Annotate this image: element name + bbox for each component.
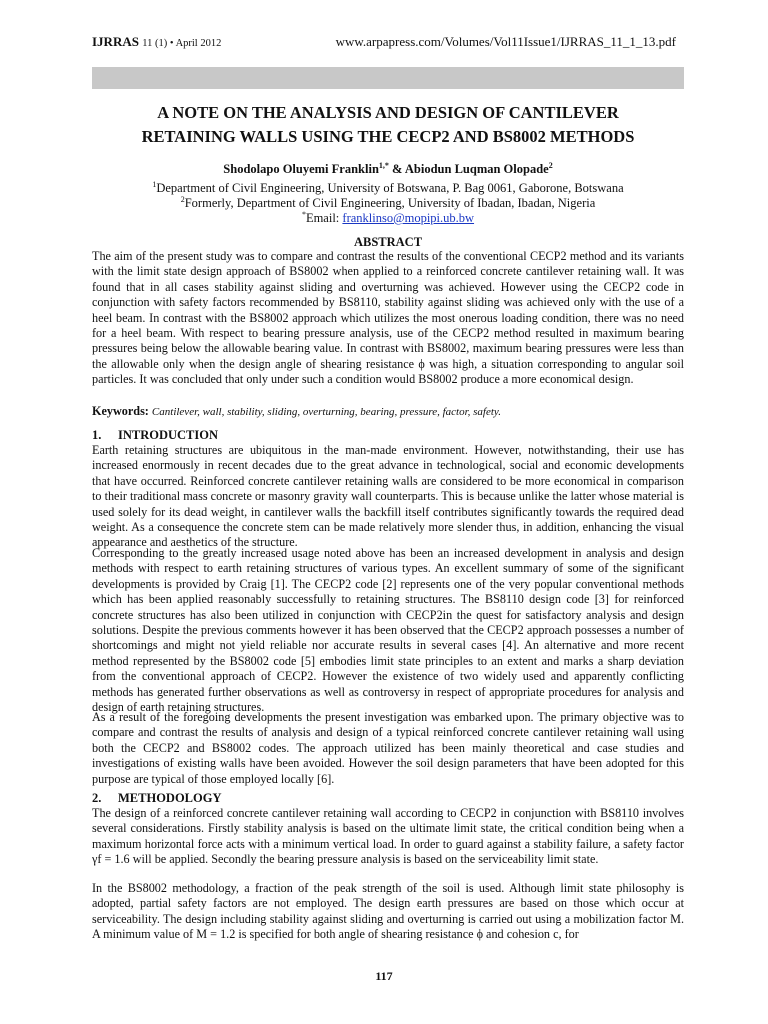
- title-line-1: A NOTE ON THE ANALYSIS AND DESIGN OF CANTILEVER: [157, 103, 619, 122]
- affiliation-1-marker: 1: [152, 180, 157, 189]
- abstract-heading: ABSTRACT: [353, 235, 423, 249]
- bullet-icon: •: [169, 38, 174, 49]
- journal-volume: 11 (1): [142, 38, 168, 49]
- corresponding-email: [92, 207, 684, 226]
- keywords: [92, 404, 684, 419]
- intro-paragraph-1: Earth retaining structures are ubiquitous in the man-made environment. However, notwithstanding, their use has increased enormously in recent decades due to the great advance in technological, social and economic developments that have occurred. Reinforced concrete cantilever retaining walls are considered to be more economical in comparison to their traditional mass concrete or masonry gravity wall counterparts. This is because unlike the latter whose material is used solely for its dead weight, in cantilever walls the backfill itself contributes significantly towards the required dead weight. As a consequence the concrete stem can be made relatively more slender thus, in addition, enhancing the visual appearance and aesthetics of the structure.: [92, 443, 684, 550]
- section-2-number: 2.: [92, 791, 102, 805]
- header-rule-band: [92, 67, 684, 89]
- author-1: Shodolapo Oluyemi Franklin: [223, 162, 379, 177]
- section-1-title: INTRODUCTION: [118, 428, 219, 442]
- author-line: [92, 161, 684, 177]
- intro-paragraph-2: Corresponding to the greatly increased usage noted above has been an increased development in analysis and design methods with respect to earth retaining structures of various types. An excellent summary of some of the significant developments is provided by Craig [1]. The CECP2 code [2] represents one of the very popular conventional methods which has been applied reasonably successfully to retaining structures. The BS8110 design code [3] for reinforced concrete structures has also been utilized in conjunction with CECP2in the quest for satisfactory analysis and design solutions. Despite the previous comments however it has been observed that the CECP2 approach possesses a number of shortcomings and might not yield reliable nor accurate results in several cases [4]. An alternative and more recent method represented by the BS8002 code [5] embodies limit state principles to an extent and marks a sharp deviation from the conventional approach of CECP2. However the existence of two widely used and apparently conflicting methods has generated further observations as well as controversy in respect of appropriate procedures for analysis and design of earth retaining structures.: [92, 546, 684, 715]
- section-1-heading: [92, 428, 218, 443]
- intro-paragraph-3: As a result of the foregoing developments the present investigation was embarked upon. The primary objective was to compare and contrast the results of analysis and design of a typical reinforced concrete cantilever retaining wall using both the CECP2 and BS8002 codes. The approach utilized has been mainly theoretical and case studies and investigations of existing walls have been avoided. However the soil design parameters that have been adopted for this purpose are typical of those employed locally [6].: [92, 710, 684, 786]
- journal-citation: [92, 34, 221, 50]
- keywords-list: Cantilever, wall, stability, sliding, overturning, bearing, pressure, factor, safety.: [151, 406, 501, 418]
- methodology-paragraph-1: The design of a reinforced concrete cantilever retaining wall according to CECP2 in conjunction with BS8110 involves several considerations. Firstly stability analysis is based on the ultimate limit state, the critical condition being when a maximum horizontal force acts with a minimum vertical load. In order to guard against a stability failure, a safety factor γf = 1.6 will be applied. Secondly the bearing pressure analysis is based on the serviceability limit state.: [92, 806, 684, 867]
- affiliation-2-text: Formerly, Department of Civil Engineering, University of Ibadan, Ibadan, Nigeria: [184, 196, 596, 211]
- affiliation-1-text: Department of Civil Engineering, University of Botswana, P. Bag 0061, Gaborone, Botswana: [156, 181, 624, 196]
- email-link[interactable]: franklinso@mopipi.ub.bw: [342, 211, 475, 226]
- journal-name: IJRRAS: [92, 34, 139, 49]
- page-number: 117: [375, 969, 393, 983]
- email-marker: *: [301, 210, 306, 219]
- journal-url: www.arpapress.com/Volumes/Vol11Issue1/IJRRAS_11_1_13.pdf: [335, 34, 676, 49]
- title-line-2: RETAINING WALLS USING THE CECP2 AND BS8002 METHODS: [141, 127, 635, 146]
- abstract-text: The aim of the present study was to compare and contrast the results of the conventional CECP2 method and its variants with the limit state design approach of BS8002 when applied to a reinforced concrete cantilever retaining wall. It was found that in all cases stability against sliding and overturning was achieved. However using the CECP2 code in conjunction with safety factors recommended by BS8110, stability against sliding was achieved only with the use of a heel beam. In contrast with the BS8002 approach which utilizes the most onerous loading condition, there was no need for a heel beam. With respect to bearing pressure analysis, use of the CECP2 method resulted in maximum bearing pressures being below the allowable bearing value. In contrast with BS8002, maximum bearing pressures were less than the allowable only when the design angle of shearing resistance ϕ was high, a situation corresponding to angular soil particles. It was concluded that only under such a condition would BS8002 produce a more economical design.: [92, 249, 684, 387]
- author-separator: &: [388, 162, 405, 177]
- author-2: Abiodun Luqman Olopade: [404, 162, 549, 177]
- keywords-label: Keywords:: [92, 404, 149, 418]
- section-2-heading: [92, 791, 221, 806]
- affiliation-2-marker: 2: [180, 195, 185, 204]
- paper-title: [92, 101, 684, 149]
- section-2-title: METHODOLOGY: [118, 791, 222, 805]
- methodology-paragraph-2: In the BS8002 methodology, a fraction of the peak strength of the soil is used. Although limit state philosophy is adopted, partial safety factors are not employed. The design earth pressures are based on those which occur at serviceability. The design including stability against sliding and overturning is carried out using a mobilization factor M. A minimum value of M = 1.2 is specified for both angle of shearing resistance ϕ and cohesion c, for: [92, 881, 684, 942]
- journal-date: April 2012: [175, 38, 222, 49]
- running-header: [92, 34, 676, 50]
- author-1-marker: 1,*: [378, 161, 389, 170]
- author-2-marker: 2: [548, 161, 553, 170]
- email-label: Email:: [305, 211, 343, 226]
- section-1-number: 1.: [92, 428, 102, 442]
